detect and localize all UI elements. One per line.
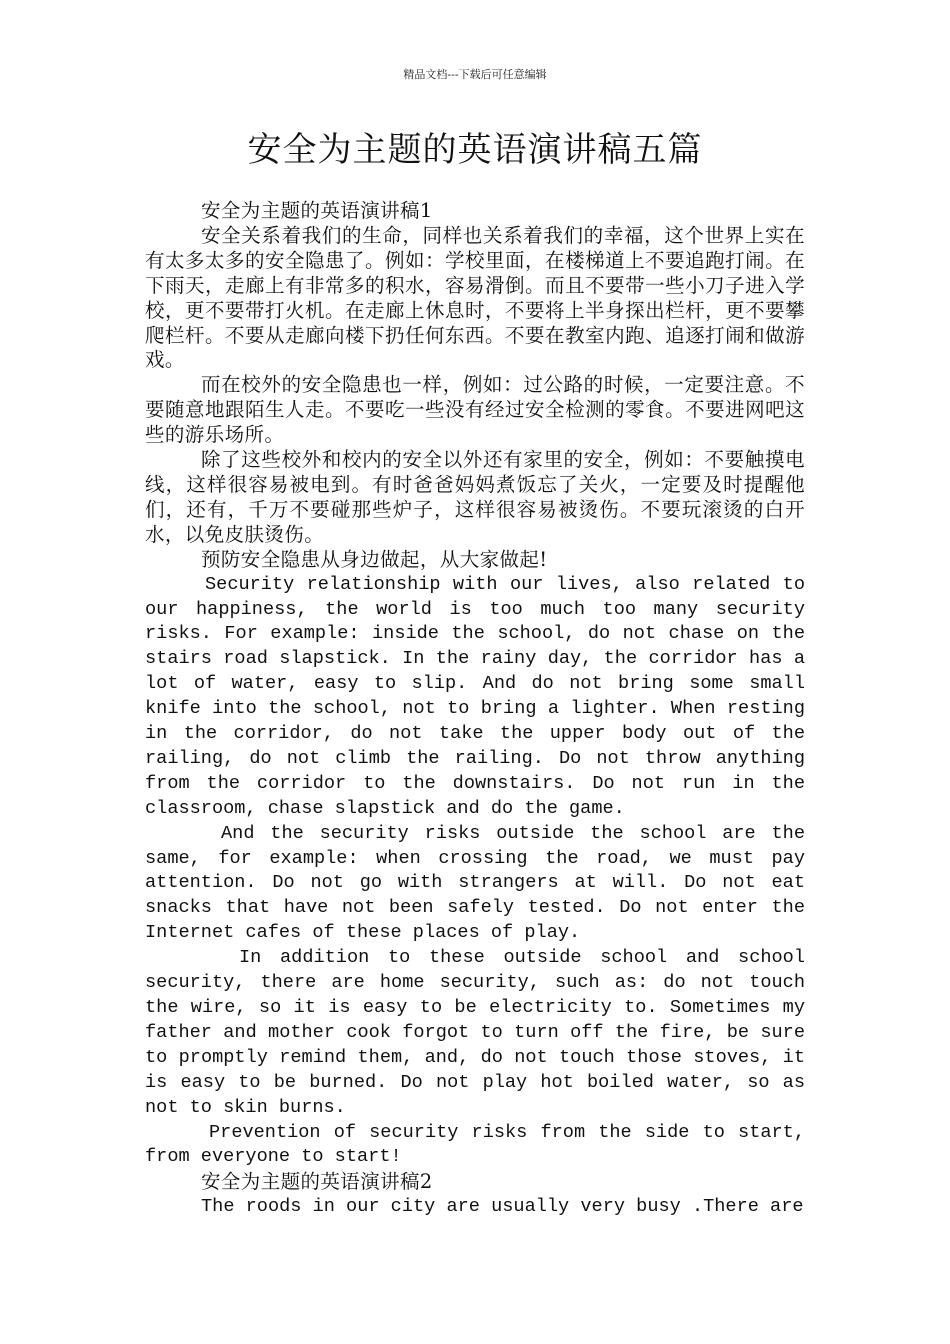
paragraph: 除了这些校外和校内的安全以外还有家里的安全，例如：不要触摸电线，这样很容易被电到。有时爸爸妈妈煮饭忘了关火，一定要及时提醒他们，还有，千万不要碰那些炉子，这样很容易被烫伤。不要玩滚烫的白开水，以免皮肤烫伤。 (145, 448, 805, 546)
paragraph: Prevention of security risks from the side to start, from everyone to start! (145, 1121, 805, 1168)
paragraph: 预防安全隐患从身边做起，从大家做起! (201, 547, 548, 571)
paragraph: Security relationship with our lives, also related to our happiness, the world is too much too many security risks. For example: inside the school, do not chase on the stairs road slapstick. In the rainy day, the corridor has a lot of water, easy to slip. And do not bring some small knife into the school, not to bring a lighter. When resting in the corridor, do not take the upper body out of the railing, do not climb the railing. Do not throw anything from the corridor to the downstairs. Do not run in the classroom, chase slapstick and do the game. (145, 573, 805, 819)
document-title: 安全为主题的英语演讲稿五篇 (247, 130, 703, 170)
document-body (145, 199, 805, 1220)
section-heading: 安全为主题的英语演讲稿2 (201, 1170, 433, 1194)
paragraph: And the security risks outside the school are the same, for example: when crossing the road, we must pay attention. Do not go with strangers at will. Do not eat snacks that have not been safely tested. Do not enter the Internet cafes of these places of play. (145, 822, 805, 944)
paragraph: The roods in our city are usually very busy .There are (201, 1196, 804, 1218)
paragraph: 安全关系着我们的生命，同样也关系着我们的幸福，这个世界上实在有太多太多的安全隐患了。例如：学校里面，在楼梯道上不要追跑打闹。在下雨天，走廊上有非常多的积水，容易滑倒。而且不要带一些小刀子进入学校，更不要带打火机。在走廊上休息时，不要将上半身探出栏杆，更不要攀爬栏杆。不要从走廊向楼下扔任何东西。不要在教室内跑、追逐打闹和做游戏。 (145, 223, 805, 372)
paragraph: In addition to these outside school and school security, there are home security, such as: do not touch the wire, so it is easy to be electricity to. Sometimes my father and mother cook forgot to turn off the fire, be sure to promptly remind them, and, do not touch those stoves, it is easy to be burned. Do not play hot boiled water, so as not to skin burns. (145, 947, 805, 1118)
paragraph: 而在校外的安全隐患也一样，例如：过公路的时候，一定要注意。不要随意地跟陌生人走。不要吃一些没有经过安全检测的零食。不要进网吧这些的游乐场所。 (145, 373, 805, 447)
section-heading: 安全为主题的英语演讲稿1 (201, 199, 433, 222)
page-header: 精品文档---下载后可任意编辑 (403, 68, 547, 81)
